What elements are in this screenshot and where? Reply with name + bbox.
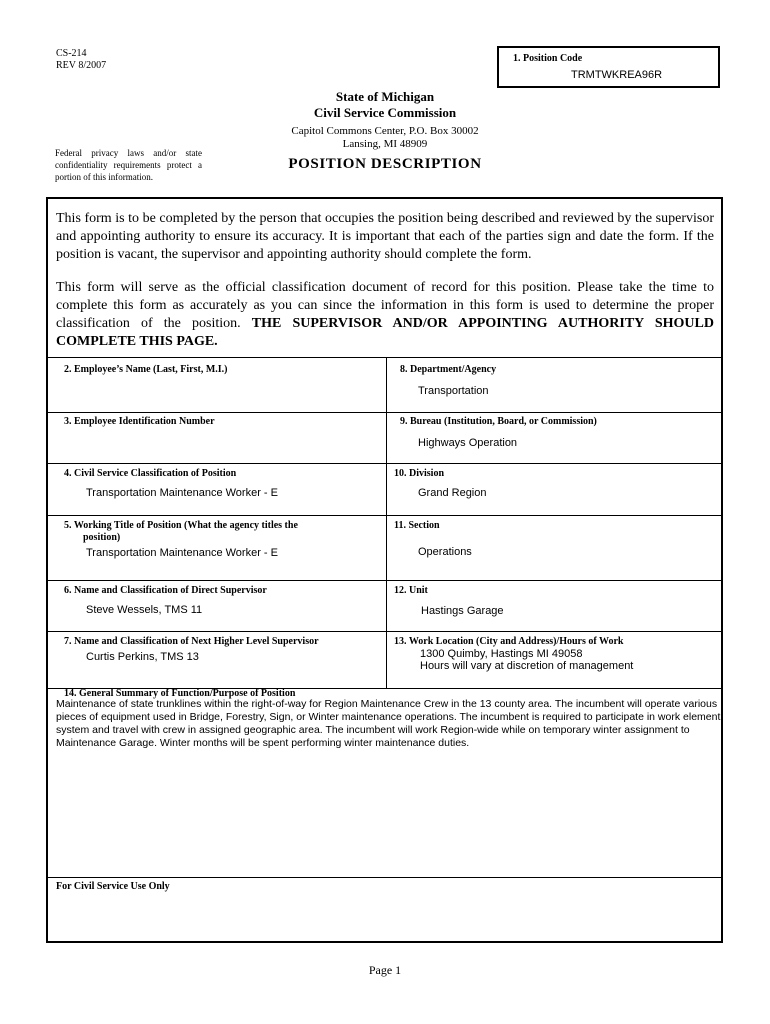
- divider: [48, 877, 721, 878]
- next-supervisor-value[interactable]: Curtis Perkins, TMS 13: [86, 651, 199, 663]
- intro-paragraph-1: This form is to be completed by the person that occupies the position being described and reviewed by the supervisor and appointing authority to ensure its accuracy. It is important that each of the parties sign and date the form. If the position is vacant, the supervisor and appointing authority should complete the form.: [56, 211, 714, 262]
- divider: [48, 631, 721, 632]
- employee-id-label: 3. Employee Identification Number: [64, 416, 215, 427]
- page-number: Page 1: [368, 963, 402, 977]
- commission-name: Civil Service Commission: [313, 105, 457, 120]
- divider: [48, 412, 721, 413]
- state-name: State of Michigan: [335, 89, 435, 104]
- position-code-box: [497, 46, 720, 88]
- agency-address-line1: Capitol Commons Center, P.O. Box 30002: [291, 125, 479, 137]
- position-code-label: 1. Position Code: [513, 53, 583, 64]
- divider: [48, 357, 721, 358]
- division-value[interactable]: Grand Region: [418, 487, 487, 499]
- unit-value[interactable]: Hastings Garage: [421, 605, 504, 617]
- department-agency-value[interactable]: Transportation: [418, 385, 489, 397]
- division-label: 10. Division: [394, 468, 445, 479]
- form-identifier: [56, 48, 106, 72]
- section-label: 11. Section: [394, 520, 440, 531]
- work-location-label: 13. Work Location (City and Address)/Hours of Work: [394, 636, 624, 647]
- employee-id-value[interactable]: [86, 435, 376, 449]
- classification-value[interactable]: Transportation Maintenance Worker - E: [86, 487, 278, 499]
- divider: [48, 463, 721, 464]
- divider: [48, 515, 721, 516]
- intro-paragraph-2: [56, 279, 714, 351]
- bureau-value[interactable]: Highways Operation: [418, 437, 518, 449]
- general-summary-label: 14. General Summary of Function/Purpose of Position: [64, 688, 296, 699]
- agency-header: [0, 89, 770, 151]
- work-hours: Hours will vary at discretion of management: [420, 660, 634, 672]
- privacy-notice: Federal privacy laws and/or state confidentiality requirements protect a portion of this information.: [55, 148, 202, 182]
- document-title: POSITION DESCRIPTION: [288, 156, 482, 172]
- employee-name-label: 2. Employee’s Name (Last, First, M.I.): [64, 364, 228, 375]
- column-divider: [386, 357, 387, 688]
- form-number: CS-214: [56, 48, 87, 59]
- position-code-value[interactable]: TRMTWKREA96R: [571, 69, 663, 81]
- form-main-box: [46, 197, 723, 943]
- employee-name-value[interactable]: [86, 383, 376, 397]
- general-summary-text[interactable]: Maintenance of state trunklines within the right-of-way for Region Maintenance Crew in the 13 county area. The incumbent will operate various pieces of equipment used in Bridge, Forestry, Sign, or Winter maintenance operations. The incumbent is required to participate in work element system and travel with crew in assigned geographic area. The incumbent will work Region-wide while on temporary winter assignment to Maintenance Garage. Winter months will be spent performing winter maintenance duties.: [56, 698, 721, 749]
- unit-label: 12. Unit: [394, 585, 428, 596]
- classification-label: 4. Civil Service Classification of Position: [64, 468, 237, 479]
- divider: [48, 580, 721, 581]
- working-title-label-line2: position): [83, 532, 121, 543]
- form-revision: REV 8/2007: [56, 60, 107, 71]
- work-location-value[interactable]: [420, 648, 633, 672]
- agency-address-line2: Lansing, MI 48909: [342, 138, 428, 150]
- direct-supervisor-value[interactable]: Steve Wessels, TMS 11: [86, 604, 203, 616]
- bureau-label: 9. Bureau (Institution, Board, or Commission): [400, 416, 597, 427]
- civil-service-use-label: For Civil Service Use Only: [56, 881, 170, 892]
- intro-paragraph-2-emphasis: THE SUPERVISOR AND/OR APPOINTING AUTHORITY SHOULD COMPLETE THIS PAGE.: [56, 316, 714, 349]
- working-title-label: [64, 520, 298, 544]
- working-title-value[interactable]: Transportation Maintenance Worker - E: [86, 547, 278, 559]
- section-value[interactable]: Operations: [418, 546, 472, 558]
- next-supervisor-label: 7. Name and Classification of Next Higher Level Supervisor: [64, 636, 319, 647]
- work-location-address: 1300 Quimby, Hastings MI 49058: [420, 648, 583, 660]
- direct-supervisor-label: 6. Name and Classification of Direct Supervisor: [64, 585, 267, 596]
- working-title-label-line1: 5. Working Title of Position (What the agency titles the: [64, 520, 298, 531]
- intro-paragraph-2-text: This form will serve as the official classification document of record for this position. Please take the time to complete this form as accurately as you can since the information in this form is used to determine the proper classification of the position.: [56, 280, 714, 331]
- department-agency-label: 8. Department/Agency: [400, 364, 497, 375]
